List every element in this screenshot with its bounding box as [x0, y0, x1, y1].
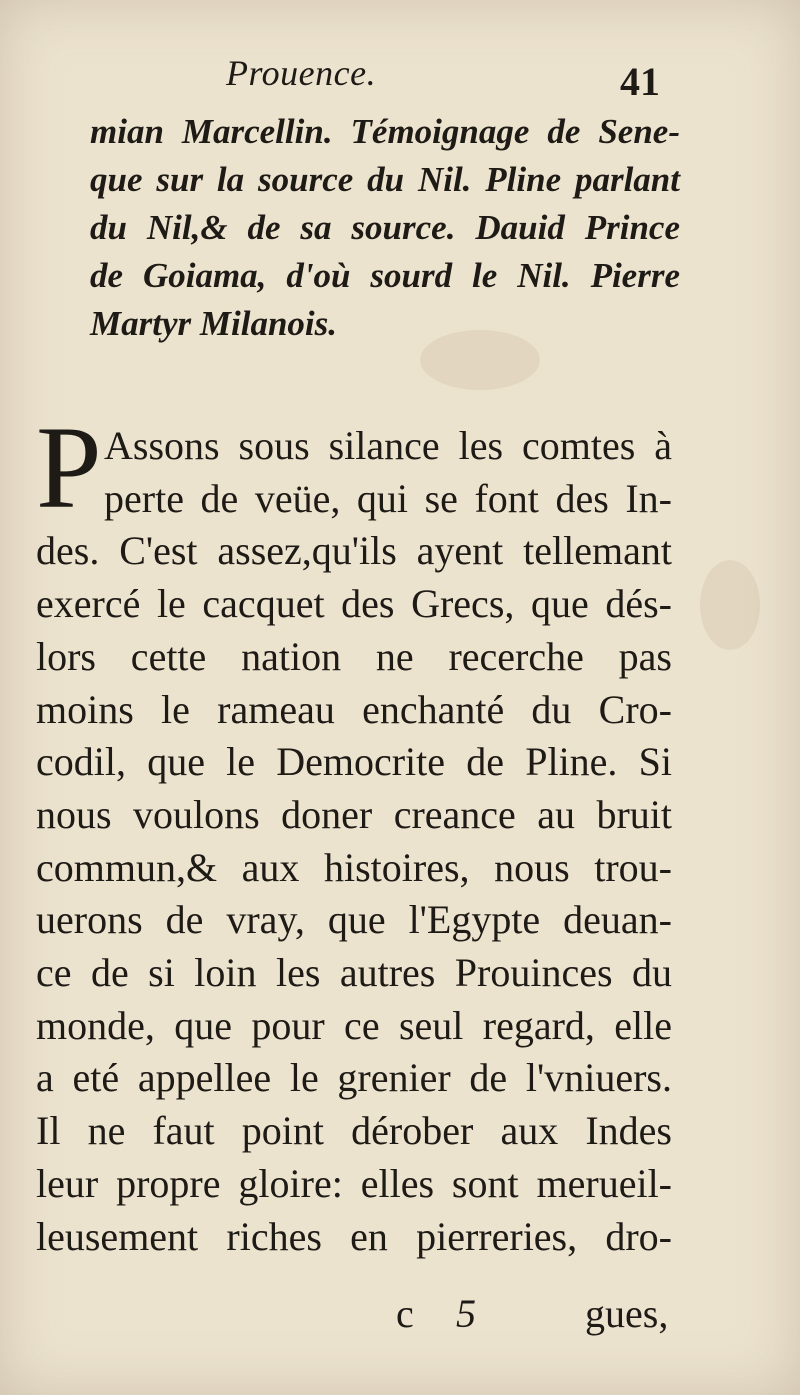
- text-line: moins le rameau enchanté du Cro-: [36, 686, 672, 732]
- drop-cap: P: [36, 402, 102, 533]
- text-line: a eté appellee le grenier de l'vniuers.: [36, 1055, 672, 1101]
- text-line: monde, que pour ce seul regard, elle: [36, 1002, 672, 1048]
- text-line: lors cette nation ne recerche pas: [36, 633, 672, 679]
- page-number: 41: [620, 59, 660, 104]
- page-footer: [0, 1290, 800, 1350]
- text-line: des. C'est assez,qu'ils ayent tellemant: [36, 528, 672, 574]
- summary-line: mian Marcellin. Témoignage de Sene-: [90, 112, 680, 151]
- signature-mark: c: [396, 1291, 414, 1336]
- running-title: Prouence.: [226, 53, 377, 93]
- signature-number: 5: [456, 1291, 476, 1336]
- text-line: leur propre gloire: elles sont merueil-: [36, 1160, 672, 1206]
- text-line: exercé le cacquet des Grecs, que dés-: [36, 581, 672, 627]
- text-line: nous voulons doner creance au bruit: [36, 791, 672, 837]
- text-line: perte de veüe, qui se font des In-: [104, 475, 672, 521]
- page-header: [0, 52, 800, 102]
- text-line: uerons de vray, que l'Egypte deuan-: [36, 897, 672, 943]
- summary-line: de Goiama, d'où sourd le Nil. Pierre: [90, 256, 680, 295]
- summary-line: Martyr Milanois.: [90, 304, 337, 343]
- text-line: Il ne faut point dérober aux Indes: [36, 1108, 672, 1154]
- body-text: [36, 402, 672, 1263]
- text-line: ce de si loin les autres Prouinces du: [36, 950, 672, 996]
- text-line: Assons sous silance les comtes à: [104, 423, 672, 468]
- summary-line: du Nil,& de sa source. Dauid Prince: [90, 208, 680, 247]
- text-line: commun,& aux histoires, nous trou-: [36, 844, 672, 890]
- summary-line: que sur la source du Nil. Pline parlant: [90, 160, 680, 199]
- text-line: codil, que le Democrite de Pline. Si: [36, 739, 672, 785]
- chapter-summary: [90, 108, 680, 348]
- catchword: gues,: [585, 1291, 669, 1336]
- paper-stain: [700, 560, 760, 650]
- text-line: leusement riches en pierreries, dro-: [36, 1213, 672, 1259]
